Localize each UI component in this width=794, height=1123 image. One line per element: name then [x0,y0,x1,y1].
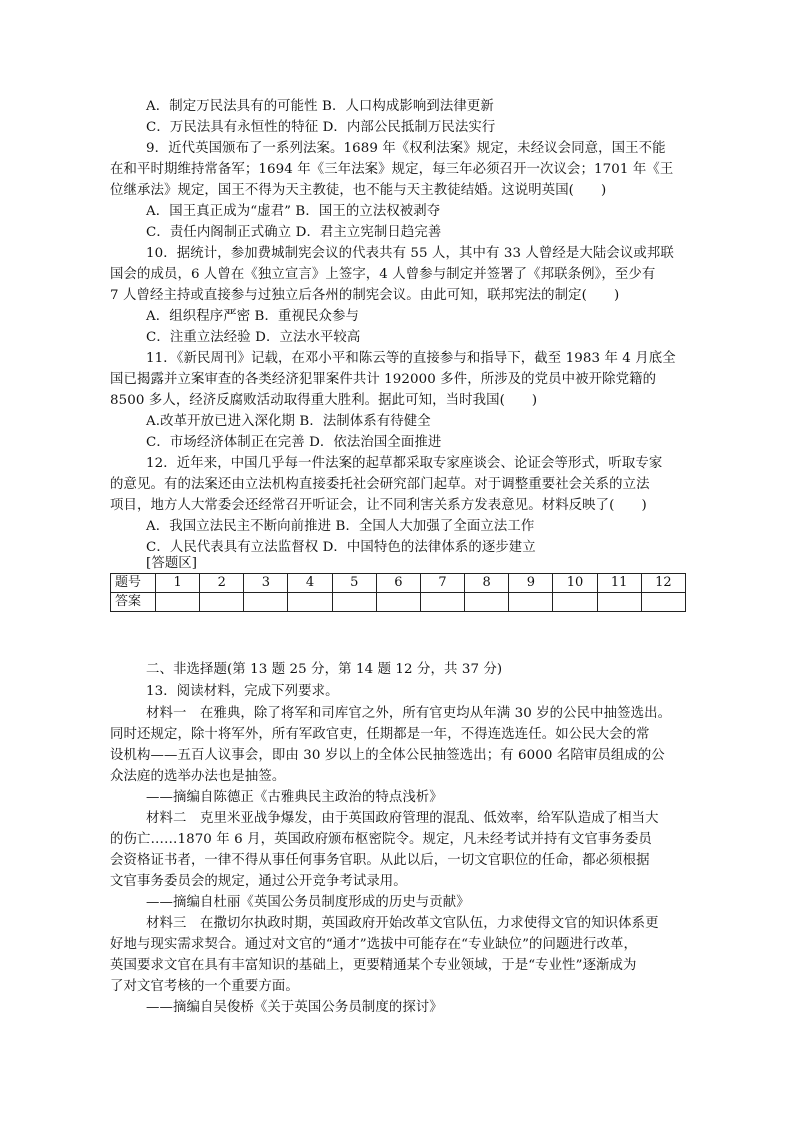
q11-option-ab: A.改革开放已进入深化期 B．法制体系有待健全 [146,414,431,429]
q10-stem-line-3: 7 人曾经主持或直接参与过独立后各州的制宪会议。由此可知，联邦宪法的制定( ) [110,288,620,303]
q11-option-cd: C．市场经济体制正在完善 D．依法治国全面推进 [146,435,442,450]
q12-option-ab: A．我国立法民主不断向前推进 B．全国人大加强了全面立法工作 [146,519,535,534]
number-cell: 5 [332,574,376,593]
answer-cell[interactable] [288,593,332,612]
number-cell: 6 [376,574,420,593]
material3-line-1: 材料三 在撒切尔执政时期，英国政府开始改革文官队伍，力求使得文官的知识体系更 [146,916,659,931]
material2-line-1: 材料二 克里米亚战争爆发，由于英国政府管理的混乱、低效率，给军队造成了相当大 [146,811,659,826]
number-cell: 4 [288,574,332,593]
answer-table [110,573,686,612]
q9-option-cd: C．责任内阁制正式确立 D．君主立宪制日趋完善 [146,225,442,240]
q9-stem-line-1: 9．近代英国颁布了一系列法案。1689 年《权利法案》规定，未经议会同意，国王不能 [146,141,666,156]
material3-line-2: 好地与现实需求契合。通过对文官的“通才”选拔中可能存在“专业缺位”的问题进行改革， [110,937,637,952]
number-cell: 8 [465,574,509,593]
material2-line-4: 文官事务委员会的规定，通过公开竞争考试录用。 [110,874,407,889]
q10-option-ab: A．组织程序严密 B．重视民众参与 [146,309,359,324]
answer-cell[interactable] [332,593,376,612]
number-cell: 9 [509,574,553,593]
number-cell: 7 [420,574,464,593]
q8-option-ab: A．制定万民法具有的可能性 B．人口构成影响到法律更新 [146,99,494,114]
number-header: 题号 [111,574,156,593]
material1-line-2: 同时还规定，除十将军外，所有军政官吏，任期都是一年，不得连选连任。如公民大会的常 [110,727,650,742]
answer-cell[interactable] [597,593,641,612]
material3-source: ——摘编自吴俊桥《关于英国公务员制度的探讨》 [146,1000,443,1015]
answer-cell[interactable] [244,593,288,612]
number-cell: 3 [244,574,288,593]
q11-stem-line-2: 国已揭露并立案审查的各类经济犯罪案件共计 192000 多件，所涉及的党员中被开除党籍的 [110,372,657,387]
answer-cell[interactable] [156,593,200,612]
answer-cell[interactable] [509,593,553,612]
q9-option-ab: A．国王真正成为“虚君” B．国王的立法权被剥夺 [146,204,441,219]
q12-stem-line-3: 项目，地方人大常委会还经常召开听证会，让不同利害关系方发表意见。材料反映了( ) [110,498,647,513]
answer-table-number-row [111,574,686,593]
material1-line-1: 材料一 在雅典，除了将军和司库官之外，所有官吏均从年满 30 岁的公民中抽签选出。 [146,706,672,721]
q8-option-cd: C．万民法具有永恒性的特征 D．内部公民抵制万民法实行 [146,120,496,135]
material1-line-4: 众法庭的选举办法也是抽签。 [110,769,286,784]
material1-line-3: 设机构——五百人议事会，即由 30 岁以上的全体公民抽签选出；有 6000 名陪审员组成的公 [110,748,665,763]
q11-stem-line-3: 8500 多人，经济反腐败活动取得重大胜利。据此可知，当时我国( ) [110,393,538,408]
q11-stem-line-1: 11．《新民周刊》记载，在邓小平和陈云等的直接参与和指导下，截至 1983 年 4 月底全 [146,351,676,366]
answer-cell[interactable] [641,593,685,612]
answer-table-answer-row [111,593,686,612]
number-cell: 1 [156,574,200,593]
number-cell: 2 [200,574,244,593]
q10-stem-line-2: 国会的成员，6 人曾在《独立宣言》上签字，4 人曾参与制定并签署了《邦联条例》，至少有 [110,267,656,282]
q10-option-cd: C．注重立法经验 D．立法水平较高 [146,330,361,345]
q12-stem-line-2: 的意见。有的法案还由立法机构直接委托社会研究部门起草。对于调整重要社会关系的立法 [110,477,650,492]
material2-line-3: 会资格证书者，一律不得从事任何事务官职。从此以后，一切文官职位的任命，都必须根据 [110,853,650,868]
answer-header: 答案 [111,593,156,612]
section2-heading: 二、非选择题(第 13 题 25 分，第 14 题 12 分，共 37 分) [146,662,503,677]
material1-source: ——摘编自陈德正《古雅典民主政治的特点浅析》 [146,790,443,805]
number-cell: 11 [597,574,641,593]
q12-stem-line-1: 12．近年来，中国几乎每一件法案的起草都采取专家座谈会、论证会等形式，听取专家 [146,456,663,471]
material3-line-4: 了对文官考核的一个重要方面。 [110,979,299,994]
material3-line-3: 英国要求文官在具有丰富知识的基础上，更要精通某个专业领域，于是“专业性”逐渐成为 [110,958,637,973]
q13-stem: 13．阅读材料，完成下列要求。 [146,684,339,699]
material2-source: ——摘编自杜丽《英国公务员制度形成的历史与贡献》 [146,895,470,910]
answer-cell[interactable] [420,593,464,612]
q10-stem-line-1: 10．据统计，参加费城制宪会议的代表共有 55 人，其中有 33 人曾经是大陆会议或邦联 [146,246,674,261]
q9-stem-line-3: 位继承法》规定，国王不得为天主教徒，也不能与天主教徒结婚。这说明英国( ) [110,183,607,198]
material2-line-2: 的伤亡……1870 年 6 月，英国政府颁布枢密院令。规定，凡未经考试并持有文官事务委员 [110,832,652,847]
q9-stem-line-2: 在和平时期维持常备军；1694 年《三年法案》规定，每三年必须召开一次议会；1701 年《王 [110,162,674,177]
number-cell: 10 [553,574,597,593]
answer-cell[interactable] [376,593,420,612]
answer-cell[interactable] [465,593,509,612]
answer-area-label: [答题区] [146,556,198,571]
q12-option-cd: C．人民代表具有立法监督权 D．中国特色的法律体系的逐步建立 [146,540,536,555]
answer-cell[interactable] [553,593,597,612]
number-cell: 12 [641,574,685,593]
answer-cell[interactable] [200,593,244,612]
